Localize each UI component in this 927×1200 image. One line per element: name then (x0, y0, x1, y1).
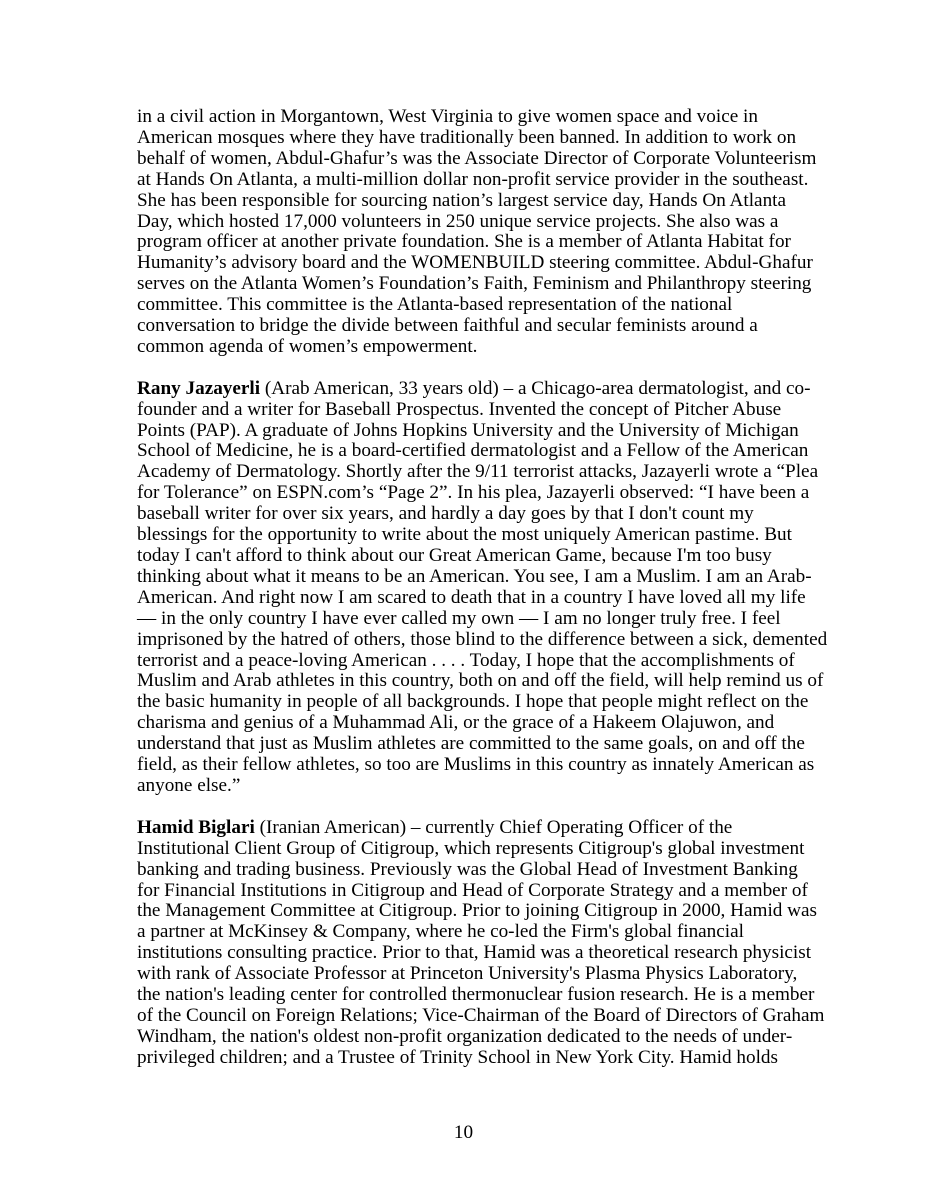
text-line: behalf of women, Abdul-Ghafur’s was the Associate Director of Corporate Volunteerism (137, 147, 817, 169)
text-line: the Management Committee at Citigroup. Prior to joining Citigroup in 2000, Hamid was (137, 900, 818, 922)
text-line: terrorist and a peace-loving American . . . . Today, I hope that the accomplishments of (137, 649, 795, 671)
text-line: blessings for the opportunity to write about the most uniquely American pastime. But (137, 524, 792, 546)
text-line: charisma and genius of a Muhammad Ali, or the grace of a Hakeem Olajuwon, and (137, 712, 775, 734)
text-line: imprisoned by the hatred of others, those blind to the difference between a sick, demented (137, 628, 828, 650)
text-line: conversation to bridge the divide between faithful and secular feminists around a (137, 315, 758, 337)
text-line: American mosques where they have traditionally been banned. In addition to work on (137, 126, 797, 148)
text-line: Academy of Dermatology. Shortly after the 9/11 terrorist attacks, Jazayerli wrote a “Plea (137, 461, 819, 483)
text-line: in a civil action in Morgantown, West Virginia to give women space and voice in (137, 106, 758, 127)
text-line (137, 377, 811, 400)
text-line: of the Council on Foreign Relations; Vice-Chairman of the Board of Directors of Graham (137, 1004, 825, 1026)
text-line: Windham, the nation's oldest non-profit organization dedicated to the needs of under- (137, 1025, 793, 1047)
text-line: field, as their fellow athletes, so too are Muslims in this country as innately American as (137, 754, 815, 776)
text-line: at Hands On Atlanta, a multi-million dollar non-profit service provider in the southeast. (137, 168, 809, 190)
text-line: institutions consulting practice. Prior to that, Hamid was a theoretical research physicist (137, 942, 812, 964)
text-line: serves on the Atlanta Women’s Foundation’s Faith, Feminism and Philanthropy steering (137, 273, 812, 295)
text-line: understand that just as Muslim athletes are committed to the same goals, on and off the (137, 733, 805, 755)
text-line: common agenda of women’s empowerment. (137, 335, 478, 357)
page-number: 10 (453, 1122, 474, 1143)
body-text (137, 106, 828, 1090)
text-line: School of Medicine, he is a board-certified dermatologist and a Fellow of the American (137, 440, 809, 462)
text-line: baseball writer for over six years, and hardly a day goes by that I don't count my (137, 503, 754, 525)
text-line: Humanity’s advisory board and the WOMENBUILD steering committee. Abdul-Ghafur (137, 252, 813, 274)
paragraph-rany-jazayerli (137, 377, 828, 797)
text-line: a partner at McKinsey & Company, where he co-led the Firm's global financial (137, 921, 744, 943)
text-line: for Tolerance” on ESPN.com’s “Page 2”. In his plea, Jazayerli observed: “I have been a (137, 482, 810, 504)
text-line: anyone else.” (137, 774, 241, 796)
text-line: — in the only country I have ever called my own — I am no longer truly free. I feel (137, 607, 781, 629)
text-line: privileged children; and a Trustee of Trinity School in New York City. Hamid holds (137, 1046, 778, 1068)
text-line-rest: (Arab American, 33 years old) – a Chicago-area dermatologist, and co- (260, 377, 811, 399)
paragraph-continuation (137, 106, 817, 358)
text-line: Day, which hosted 17,000 volunteers in 250 unique service projects. She also was a (137, 210, 779, 232)
text-line: the nation's leading center for controlled thermonuclear fusion research. He is a member (137, 984, 815, 1006)
text-line: program officer at another private foundation. She is a member of Atlanta Habitat for (137, 231, 791, 253)
text-line: committee. This committee is the Atlanta-based representation of the national (137, 294, 733, 316)
text-line: with rank of Associate Professor at Princeton University's Plasma Physics Laboratory, (137, 963, 798, 985)
text-line: Muslim and Arab athletes in this country, both on and off the field, will help remind us of (137, 670, 824, 692)
text-line: Institutional Client Group of Citigroup, which represents Citigroup's global investment (137, 837, 805, 859)
text-line: Points (PAP). A graduate of Johns Hopkins University and the University of Michigan (137, 419, 799, 441)
text-line (137, 818, 797, 839)
text-line: for Financial Institutions in Citigroup and Head of Corporate Strategy and a member of (137, 879, 808, 901)
text-line: today I can't afford to think about our Great American Game, because I'm too busy (137, 545, 772, 567)
person-name: Hamid Biglari (137, 816, 255, 838)
text-line: She has been responsible for sourcing nation’s largest service day, Hands On Atlanta (137, 189, 787, 211)
text-line: founder and a writer for Baseball Prospectus. Invented the concept of Pitcher Abuse (137, 398, 782, 420)
paragraph-hamid-biglari (137, 816, 825, 1069)
text-line-rest: (Iranian American) – currently Chief Operating Officer of the (254, 816, 733, 838)
text-line: American. And right now I am scared to death that in a country I have loved all my life (137, 586, 806, 608)
text-line: thinking about what it means to be an American. You see, I am a Muslim. I am an Arab- (137, 565, 812, 587)
text-line: banking and trading business. Previously was the Global Head of Investment Banking (137, 858, 798, 880)
text-line: the basic humanity in people of all backgrounds. I hope that people might reflect on the (137, 691, 809, 713)
person-name: Rany Jazayerli (137, 377, 261, 399)
